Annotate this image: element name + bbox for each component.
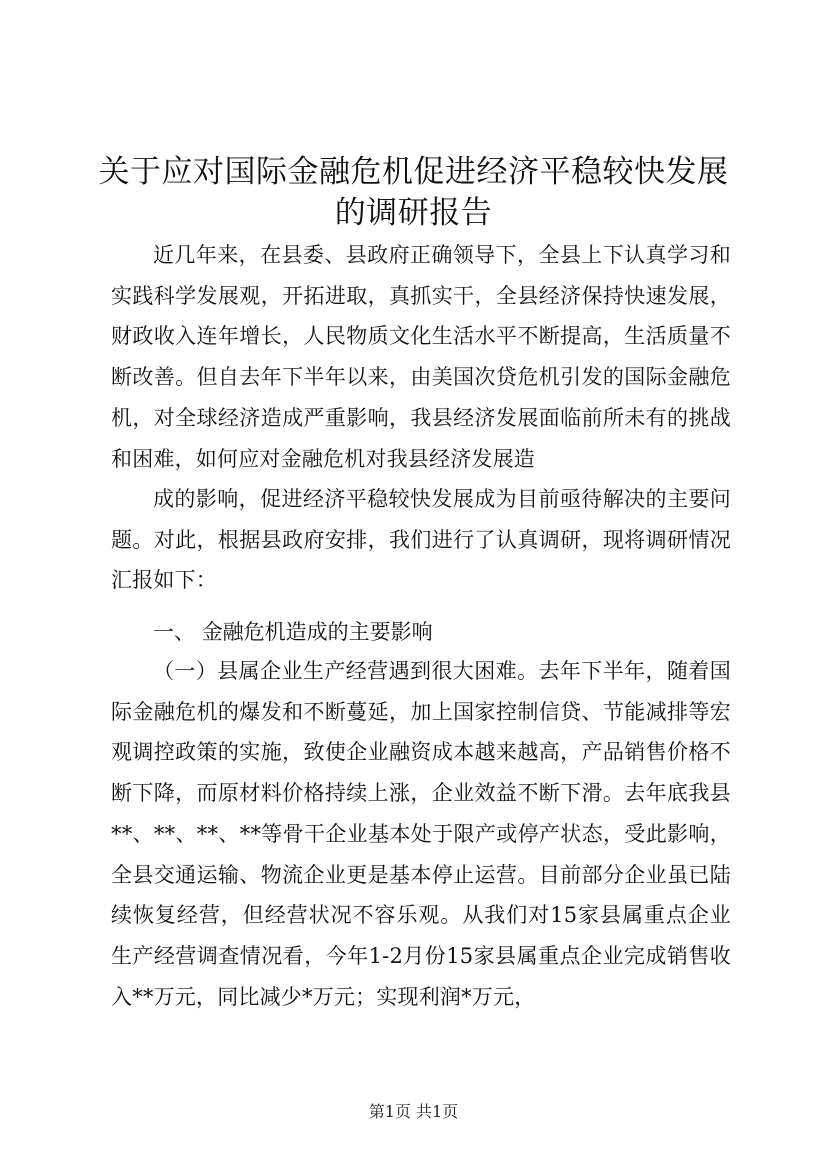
- body-paragraph-3: （一）县属企业生产经营遇到很大困难。去年下半年，随着国际金融危机的爆发和不断蔓延，加上国家控制信贷、节能减排等宏观调控政策的实施，致使企业融资成本越来越高，产品销售价格不断下降，而原材料价格持续上涨，企业效益不断下滑。去年底我县**、**、**、**等骨干企业基本处于限产或停产状态，受此影响，全县交通运输、物流企业更是基本停止运营。目前部分企业虽已陆续恢复经营，但经营状况不容乐观。从我们对15家县属重点企业生产经营调查情况看，今年1-2月份15家县属重点企业完成销售收入**万元，同比减少*万元；实现利润*万元，: [111, 659, 731, 1009]
- page-footer: 第1页 共1页: [368, 1102, 459, 1121]
- document-title-line2: 的调研报告: [334, 195, 493, 231]
- body-paragraph-2: 成的影响，促进经济平稳较快发展成为目前亟待解决的主要问题。对此，根据县政府安排，我们进行了认真调研，现将调研情况汇报如下：: [111, 487, 731, 593]
- body-paragraph-1: 近几年来，在县委、县政府正确领导下，全县上下认真学习和实践科学发展观，开拓进取，真抓实干，全县经济保持快速发展，财政收入连年增长，人民物质文化生活水平不断提高，生活质量不断改善。但自去年下半年以来，由美国次贷危机引发的国际金融危机，对全球经济造成严重影响，我县经济发展面临前所未有的挑战和困难，如何应对金融危机对我县经济发展造: [111, 243, 731, 471]
- document-title-line1: 关于应对国际金融危机促进经济平稳较快发展: [98, 154, 729, 190]
- section-heading: 一、 金融危机造成的主要影响: [153, 620, 433, 644]
